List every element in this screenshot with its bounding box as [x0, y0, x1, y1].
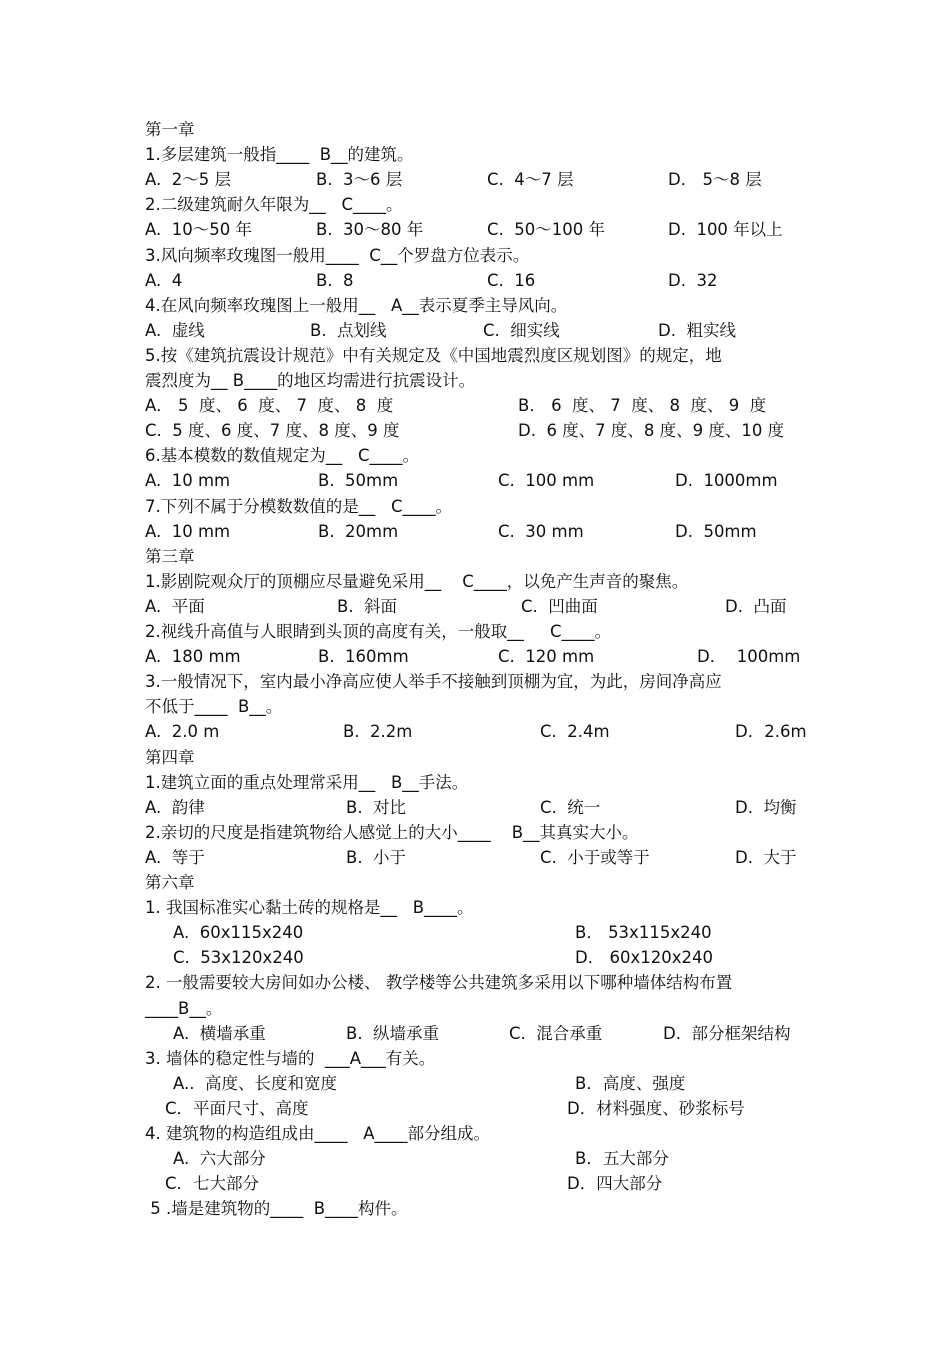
answer-option: D. 粗实线 — [658, 320, 736, 340]
answer-option: D. 大于 — [735, 847, 797, 867]
question-text: 2.视线升高值与人眼睛到头顶的高度有关，一般取__ C____。 — [145, 622, 611, 641]
question-text: 5 .墙是建筑物的____ B____构件。 — [145, 1199, 408, 1219]
answer-option: A. 韵律 — [145, 797, 205, 817]
answer-option: A.. 高度、长度和宽度 — [173, 1073, 337, 1093]
answer-option: A. 平面 — [145, 596, 205, 616]
answer-option: D． 5～8 层 — [668, 170, 762, 190]
answer-option: D．四大部分 — [567, 1174, 663, 1194]
answer-option: D. 6 度、7 度、8 度、9 度、10 度 — [518, 421, 785, 441]
answer-option: D. 1000mm — [675, 471, 778, 491]
question-text: 4. 建筑物的构造组成由____ A____部分组成。 — [145, 1124, 491, 1143]
answer-option: C. 细实线 — [483, 320, 560, 340]
question-text: 5.按《建筑抗震设计规范》中有关规定及《中国地震烈度区规划图》的规定，地 — [145, 345, 722, 365]
question-text: 6.基本模数的数值规定为__ C____。 — [145, 446, 419, 466]
question-text: 2. 一般需要较大房间如办公楼、 教学楼等公共建筑多采用以下哪种墙体结构布置 — [145, 973, 733, 993]
answer-option: C．平面尺寸、高度 — [165, 1098, 309, 1118]
answer-option: A. 2～5 层 — [145, 170, 231, 190]
answer-option: A. 虚线 — [145, 320, 205, 340]
answer-option: C. 统一 — [540, 797, 601, 817]
answer-option: C. 5 度、6 度、7 度、8 度、9 度 — [145, 421, 400, 441]
answer-option: C. 50～100 年 — [487, 220, 605, 240]
answer-option: B. 8 — [316, 270, 354, 290]
answer-option: C．七大部分 — [165, 1174, 260, 1194]
question-text: 3.风向频率玫瑰图一般用____ C__个罗盘方位表示。 — [145, 245, 530, 265]
question-text: 1.建筑立面的重点处理常采用__ B__手法。 — [145, 772, 469, 792]
answer-option: D. 50mm — [675, 521, 757, 541]
answer-option: D. 32 — [668, 270, 718, 290]
answer-option: B. 20mm — [318, 521, 399, 541]
answer-option: B. 点划线 — [310, 320, 387, 340]
answer-option: C. 120 mm — [498, 647, 595, 667]
answer-option: C. 16 — [487, 270, 536, 290]
question-text: 7.下列不属于分模数数值的是__ C____。 — [145, 496, 452, 516]
answer-option: D. 100 年以上 — [668, 220, 783, 240]
answer-option: D．2.6m — [735, 722, 807, 742]
question-text: 3. 墙体的稳定性与墙的 ___A___有关。 — [145, 1048, 436, 1068]
answer-option: C. 小于或等于 — [540, 847, 650, 867]
question-text: 1. 我国标准实心黏土砖的规格是__ B____。 — [145, 898, 474, 918]
chapter-heading: 第一章 — [145, 120, 195, 139]
answer-option: B. 160mm — [318, 647, 409, 667]
answer-option: D． 100mm — [697, 647, 801, 667]
question-text: 1.多层建筑一般指____ B__的建筑。 — [145, 145, 414, 165]
answer-option: C. 30 mm — [498, 521, 584, 541]
question-text: 2.二级建筑耐久年限为__ C____。 — [145, 195, 403, 215]
answer-option: A. 等于 — [145, 847, 205, 867]
chapter-heading: 第四章 — [145, 747, 195, 767]
answer-option: B. 50mm — [318, 471, 399, 491]
answer-option: A. 10 mm — [145, 471, 231, 491]
question-text: 震烈度为__ B____的地区均需进行抗震设计。 — [145, 371, 476, 390]
answer-option: B. 斜面 — [337, 596, 398, 616]
answer-option: B． 53x115x240 — [575, 923, 712, 943]
answer-option: B. 小于 — [346, 847, 407, 867]
answer-option: B. 3～6 层 — [316, 170, 403, 190]
answer-option: D. 凸面 — [725, 596, 787, 616]
answer-option: A. 4 — [145, 270, 183, 290]
chapter-heading: 第三章 — [145, 546, 195, 566]
chapter-heading: 第六章 — [145, 873, 195, 892]
answer-option: A. 横墙承重 — [173, 1023, 266, 1043]
answer-option: B. 纵墙承重 — [346, 1023, 440, 1043]
answer-option: A. 2.0 m — [145, 722, 220, 742]
answer-option: B. 2.2m — [343, 722, 413, 742]
answer-option: D. 部分框架结构 — [663, 1023, 791, 1043]
answer-option: D．材料强度、砂浆标号 — [567, 1098, 745, 1118]
answer-option: B．高度、强度 — [575, 1073, 686, 1093]
answer-option: B. 对比 — [346, 797, 407, 817]
answer-option: C. 凹曲面 — [521, 596, 598, 616]
answer-option: A. 10 mm — [145, 521, 231, 541]
answer-option: B．五大部分 — [575, 1149, 669, 1169]
answer-option: C. 53x120x240 — [173, 948, 304, 968]
answer-option: A. 10～50 年 — [145, 220, 252, 240]
answer-option: D． 60x120x240 — [575, 948, 713, 968]
answer-option: D. 均衡 — [735, 797, 797, 817]
answer-option: C. 4～7 层 — [487, 170, 574, 190]
answer-option: A. 六大部分 — [173, 1149, 266, 1169]
answer-option: C. 2.4m — [540, 722, 610, 742]
answer-option: C. 100 mm — [498, 471, 595, 491]
question-text: 不低于____ B__。 — [145, 697, 283, 717]
question-text: 3.一般情况下，室内最小净高应使人举手不接触到顶棚为宜，为此，房间净高应 — [145, 672, 722, 692]
answer-option: A. 180 mm — [145, 647, 241, 667]
answer-option: C. 混合承重 — [509, 1023, 603, 1043]
question-text: 4.在风向频率玫瑰图上一般用__ A__表示夏季主导风向。 — [145, 295, 568, 315]
question-text: 2.亲切的尺度是指建筑物给人感觉上的大小____ B__其真实大小。 — [145, 822, 639, 842]
answer-option: A． 5 度、 6 度、 7 度、 8 度 — [145, 396, 394, 416]
answer-option: B. 30～80 年 — [316, 220, 424, 240]
question-text: ____B__。 — [145, 998, 223, 1018]
question-text: 1.影剧院观众厅的顶棚应尽量避免采用__ C____，以免产生声音的聚焦。 — [145, 571, 689, 591]
answer-option: B． 6 度、 7 度、 8 度、 9 度 — [518, 396, 767, 416]
answer-option: A. 60x115x240 — [173, 923, 304, 943]
